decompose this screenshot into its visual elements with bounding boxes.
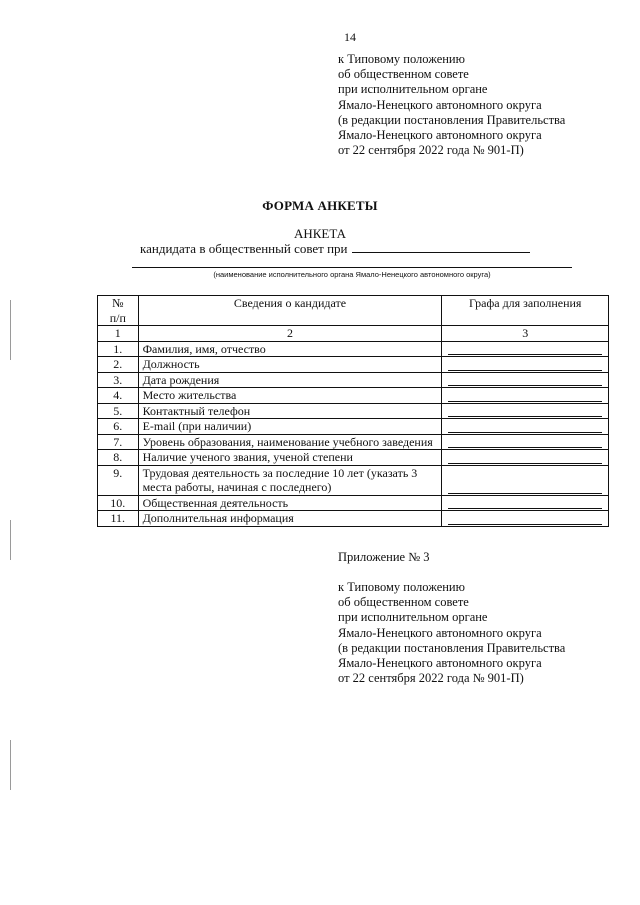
table-row: [98, 357, 609, 373]
footer-line: (в редакции постановления Правительства: [338, 640, 566, 655]
organization-rule: [132, 267, 572, 268]
row-label: Дата рождения: [138, 372, 442, 388]
candidate-line-text: кандидата в общественный совет при: [140, 241, 348, 256]
row-label: Должность: [138, 357, 442, 373]
table-row: [98, 434, 609, 450]
row-fill-field[interactable]: [442, 495, 609, 511]
header-line: (в редакции постановления Правительства: [338, 112, 566, 127]
row-number: 3.: [98, 372, 139, 388]
row-fill-field[interactable]: [442, 372, 609, 388]
footer-line: Ямало-Ненецкого автономного округа: [338, 625, 542, 640]
row-number: 10.: [98, 495, 139, 511]
row-fill-field[interactable]: [442, 403, 609, 419]
row-number: 7.: [98, 434, 139, 450]
row-label: Трудовая деятельность за последние 10 лет (указать 3 места работы, начиная с последнего): [138, 465, 442, 495]
header-line: Ямало-Ненецкого автономного округа: [338, 128, 542, 143]
row-number: 5.: [98, 403, 139, 419]
table-row: [98, 495, 609, 511]
header-reference-block: [338, 52, 565, 158]
table-row: [98, 450, 609, 466]
footer-line: при исполнительном органе: [338, 610, 488, 625]
row-label: Контактный телефон: [138, 403, 442, 419]
footer-line: об общественном совете: [338, 595, 469, 610]
scan-margin-mark: [10, 740, 11, 790]
header-line: об общественном совете: [338, 67, 469, 82]
header-info: Сведения о кандидате: [138, 296, 442, 326]
row-fill-field[interactable]: [442, 419, 609, 435]
header-fill: Графа для заполнения: [442, 296, 609, 326]
anketa-title: АНКЕТА: [293, 226, 347, 241]
form-title: ФОРМА АНКЕТЫ: [262, 198, 378, 213]
candidate-form-table: [97, 295, 609, 527]
scan-margin-mark: [10, 520, 11, 560]
candidate-line: [140, 241, 530, 257]
row-label: E-mail (при наличии): [138, 419, 442, 435]
table-row: [98, 388, 609, 404]
row-fill-field[interactable]: [442, 388, 609, 404]
footer-line: Ямало-Ненецкого автономного округа: [338, 656, 542, 671]
row-label: Место жительства: [138, 388, 442, 404]
header-line: Ямало-Ненецкого автономного округа: [338, 97, 542, 112]
row-fill-field[interactable]: [442, 434, 609, 450]
table-subheader-row: [98, 326, 609, 342]
footer-line: к Типовому положению: [338, 580, 465, 594]
table-row: [98, 419, 609, 435]
header-num: № п/п: [98, 296, 139, 326]
table-row: [98, 511, 609, 527]
table-header-row: [98, 296, 609, 326]
scan-margin-mark: [10, 300, 11, 360]
footer-line: от 22 сентября 2022 года № 901-П): [338, 671, 524, 686]
row-label: Общественная деятельность: [138, 495, 442, 511]
subheader-2: 2: [138, 326, 442, 342]
table-row: [98, 372, 609, 388]
row-number: 2.: [98, 357, 139, 373]
header-line: к Типовому положению: [338, 52, 465, 66]
table-row: [98, 341, 609, 357]
row-label: Наличие ученого звания, ученой степени: [138, 450, 442, 466]
row-fill-field[interactable]: [442, 357, 609, 373]
appendix-title: Приложение № 3: [338, 550, 430, 564]
organization-fill-line[interactable]: [352, 241, 530, 253]
row-fill-field[interactable]: [442, 450, 609, 466]
row-fill-field[interactable]: [442, 511, 609, 527]
organization-caption: (наименование исполнительного органа Ямало-Ненецкого автономного округа): [213, 270, 491, 279]
row-number: 9.: [98, 465, 139, 495]
subheader-3: 3: [442, 326, 609, 342]
row-fill-field[interactable]: [442, 341, 609, 357]
row-label: Дополнительная информация: [138, 511, 442, 527]
row-number: 4.: [98, 388, 139, 404]
row-number: 6.: [98, 419, 139, 435]
header-line: от 22 сентября 2022 года № 901-П): [338, 143, 524, 158]
row-fill-field[interactable]: [442, 465, 609, 495]
row-label: Уровень образования, наименование учебного заведения: [138, 434, 442, 450]
footer-reference-block: [338, 580, 565, 686]
row-label: Фамилия, имя, отчество: [138, 341, 442, 357]
header-line: при исполнительном органе: [338, 82, 488, 97]
table-row: [98, 465, 609, 495]
page-number: 14: [344, 30, 356, 44]
subheader-1: 1: [98, 326, 139, 342]
row-number: 1.: [98, 341, 139, 357]
row-number: 11.: [98, 511, 139, 527]
table-row: [98, 403, 609, 419]
row-number: 8.: [98, 450, 139, 466]
